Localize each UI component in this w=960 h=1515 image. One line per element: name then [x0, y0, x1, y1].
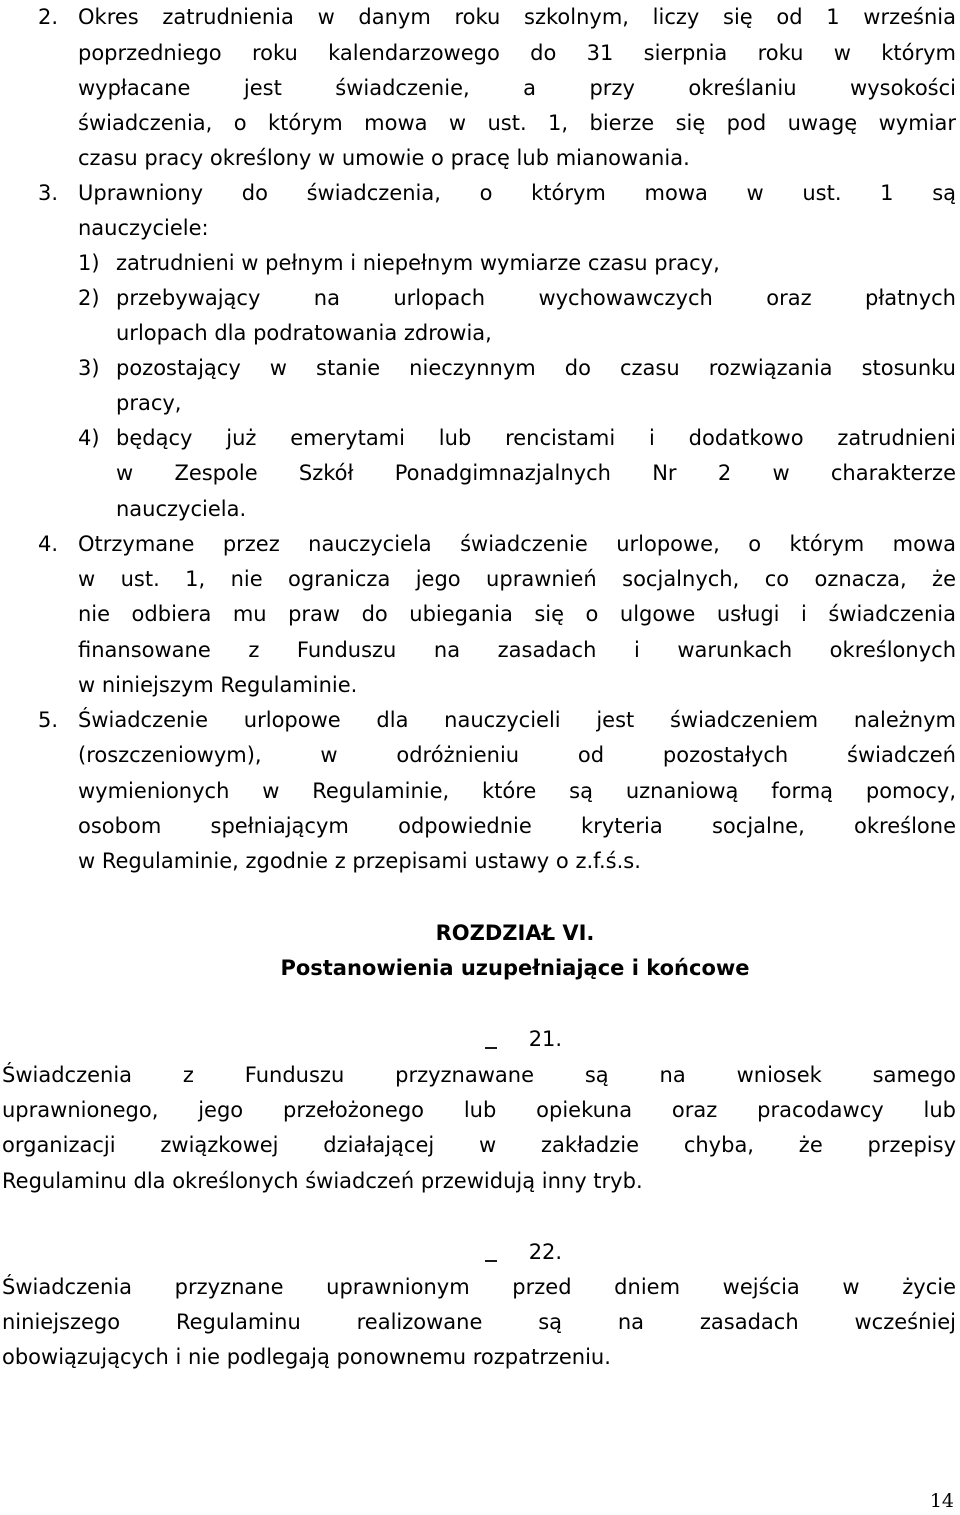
- subitem-3-number: 3): [78, 356, 100, 380]
- section-22-line-1: Świadczenia przyznane uprawnionym przed dniem wejścia w życie: [2, 1275, 956, 1299]
- subitem-1-number: 1): [78, 251, 100, 275]
- item-4-number: 4.: [38, 532, 59, 556]
- page-number: 14: [929, 1490, 954, 1512]
- chapter-subtitle: Postanowienia uzupełniające i końcowe: [280, 956, 750, 980]
- item-2-line-3: wypłacane jest świadczenie, a przy określaniu wysokości: [78, 76, 956, 100]
- chapter-title: ROZDZIAŁ VI.: [435, 921, 595, 945]
- subitem-2-line-2: urlopach dla podratowania zdrowia,: [116, 321, 492, 345]
- section-sign-icon: [480, 1026, 500, 1052]
- subitem-4-line-3: nauczyciela.: [116, 497, 247, 521]
- subitem-2-line-1: przebywający na urlopach wychowawczych oraz płatnych: [116, 286, 956, 310]
- item-2-number: 2.: [38, 5, 59, 29]
- subitem-3-line-2: pracy,: [116, 391, 182, 415]
- item-5-line-3: wymienionych w Regulaminie, które są uznaniową formą pomocy,: [78, 779, 956, 803]
- section-21-line-2: uprawnionego, jego przełożonego lub opiekuna oraz pracodawcy lub: [2, 1098, 956, 1122]
- item-5-line-2: (roszczeniowym), w odróżnieniu od pozostałych świadczeń: [78, 743, 956, 767]
- item-4-line-4: finansowane z Funduszu na zasadach i warunkach określonych: [78, 638, 956, 662]
- item-4-line-1: Otrzymane przez nauczyciela świadczenie urlopowe, o którym mowa: [78, 532, 956, 556]
- section-21-line-3: organizacji związkowej działającej w zakładzie chyba, że przepisy: [2, 1133, 956, 1157]
- subitem-4-line-1: będący już emerytami lub rencistami i dodatkowo zatrudnieni: [116, 426, 956, 450]
- item-4-line-5: w niniejszym Regulaminie.: [78, 673, 358, 697]
- subitem-4-number: 4): [78, 426, 100, 450]
- subitem-3-line-1: pozostający w stanie nieczynnym do czasu rozwiązania stosunku: [116, 356, 956, 380]
- item-5-line-1: Świadczenie urlopowe dla nauczycieli jest świadczeniem należnym: [78, 708, 956, 732]
- item-5-number: 5.: [38, 708, 59, 732]
- item-4-line-3: nie odbiera mu praw do ubiegania się o ulgowe usługi i świadczenia: [78, 602, 956, 626]
- item-4-line-2: w ust. 1, nie ogranicza jego uprawnień socjalnych, co oznacza, że: [78, 567, 956, 591]
- item-3-line-1: Uprawniony do świadczenia, o którym mowa w ust. 1 są: [78, 181, 956, 205]
- item-3-line-2: nauczyciele:: [78, 216, 209, 240]
- section-sign-icon: [480, 1239, 500, 1265]
- section-21-line-4: Regulaminu dla określonych świadczeń przewidują inny tryb.: [2, 1169, 643, 1193]
- section-21-line-1: Świadczenia z Funduszu przyznawane są na wniosek samego: [2, 1063, 956, 1087]
- section-21-number: 21.: [528, 1027, 563, 1051]
- section-22-line-2: niniejszego Regulaminu realizowane są na zasadach wcześniej: [2, 1310, 956, 1334]
- section-21-heading: [480, 1026, 562, 1052]
- subitem-4-line-2: w Zespole Szkół Ponadgimnazjalnych Nr 2 w charakterze: [116, 461, 956, 485]
- section-22-number: 22.: [528, 1240, 563, 1264]
- section-22-heading: [480, 1239, 562, 1265]
- item-2-line-1: Okres zatrudnienia w danym roku szkolnym, liczy się od 1 września: [78, 5, 956, 29]
- item-5-line-4: osobom spełniającym odpowiednie kryteria socjalne, określone: [78, 814, 956, 838]
- section-22-line-3: obowiązujących i nie podlegają ponownemu rozpatrzeniu.: [2, 1345, 611, 1369]
- item-2-line-4: świadczenia, o którym mowa w ust. 1, bierze się pod uwagę wymiar: [78, 111, 956, 135]
- item-2-line-5: czasu pracy określony w umowie o pracę lub mianowania.: [78, 146, 690, 170]
- item-5-line-5: w Regulaminie, zgodnie z przepisami ustawy o z.f.ś.s.: [78, 849, 641, 873]
- subitem-1-line-1: zatrudnieni w pełnym i niepełnym wymiarze czasu pracy,: [116, 251, 720, 275]
- item-2-line-2: poprzedniego roku kalendarzowego do 31 sierpnia roku w którym: [78, 41, 956, 65]
- item-3-number: 3.: [38, 181, 59, 205]
- subitem-2-number: 2): [78, 286, 100, 310]
